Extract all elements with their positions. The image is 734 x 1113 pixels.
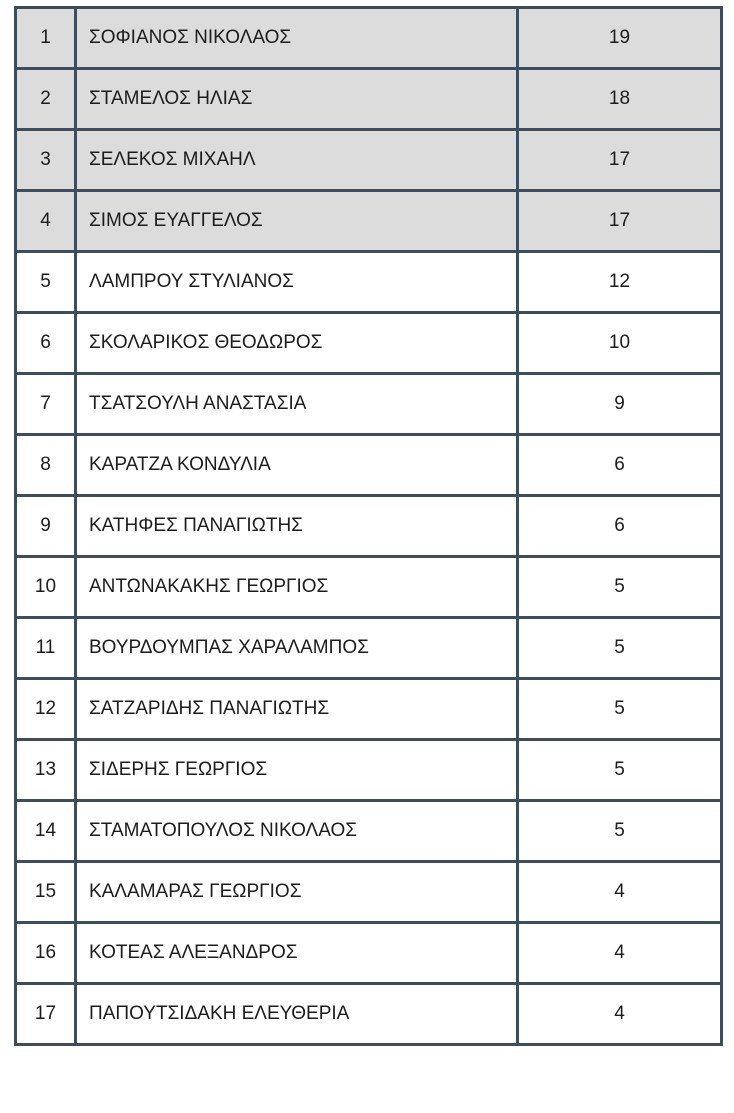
- rank-cell: 14: [16, 801, 76, 862]
- score-cell: 5: [518, 557, 722, 618]
- name-cell: ΚΑΡΑΤΖΑ ΚΟΝΔΥΛΙΑ: [76, 435, 518, 496]
- name-cell: ΚΟΤΕΑΣ ΑΛΕΞΑΝΔΡΟΣ: [76, 923, 518, 984]
- score-cell: 5: [518, 618, 722, 679]
- name-cell: ΣΑΤΖΑΡΙΔΗΣ ΠΑΝΑΓΙΩΤΗΣ: [76, 679, 518, 740]
- rank-cell: 11: [16, 618, 76, 679]
- score-cell: 18: [518, 69, 722, 130]
- score-cell: 4: [518, 923, 722, 984]
- rank-cell: 2: [16, 69, 76, 130]
- rank-cell: 4: [16, 191, 76, 252]
- name-cell: ΚΑΛΑΜΑΡΑΣ ΓΕΩΡΓΙΟΣ: [76, 862, 518, 923]
- rank-cell: 3: [16, 130, 76, 191]
- name-cell: ΣΕΛΕΚΟΣ ΜΙΧΑΗΛ: [76, 130, 518, 191]
- name-cell: ΠΑΠΟΥΤΣΙΔΑΚΗ ΕΛΕΥΘΕΡΙΑ: [76, 984, 518, 1045]
- ranking-table-body: [16, 8, 722, 1045]
- score-cell: 4: [518, 984, 722, 1045]
- table-row: [16, 252, 722, 313]
- score-cell: 10: [518, 313, 722, 374]
- rank-cell: 10: [16, 557, 76, 618]
- rank-cell: 13: [16, 740, 76, 801]
- name-cell: ΒΟΥΡΔΟΥΜΠΑΣ ΧΑΡΑΛΑΜΠΟΣ: [76, 618, 518, 679]
- rank-cell: 6: [16, 313, 76, 374]
- name-cell: ΣΙΔΕΡΗΣ ΓΕΩΡΓΙΟΣ: [76, 740, 518, 801]
- table-row: [16, 862, 722, 923]
- table-row: [16, 435, 722, 496]
- name-cell: ΣΟΦΙΑΝΟΣ ΝΙΚΟΛΑΟΣ: [76, 8, 518, 69]
- table-row: [16, 313, 722, 374]
- score-cell: 9: [518, 374, 722, 435]
- table-row: [16, 801, 722, 862]
- score-cell: 17: [518, 191, 722, 252]
- score-cell: 19: [518, 8, 722, 69]
- name-cell: ΛΑΜΠΡΟΥ ΣΤΥΛΙΑΝΟΣ: [76, 252, 518, 313]
- table-row: [16, 496, 722, 557]
- rank-cell: 1: [16, 8, 76, 69]
- rank-cell: 15: [16, 862, 76, 923]
- score-cell: 4: [518, 862, 722, 923]
- table-row: [16, 740, 722, 801]
- table-row: [16, 8, 722, 69]
- table-row: [16, 679, 722, 740]
- name-cell: ΣΙΜΟΣ ΕΥΑΓΓΕΛΟΣ: [76, 191, 518, 252]
- score-cell: 17: [518, 130, 722, 191]
- rank-cell: 12: [16, 679, 76, 740]
- score-cell: 5: [518, 801, 722, 862]
- score-cell: 6: [518, 496, 722, 557]
- name-cell: ΣΚΟΛΑΡΙΚΟΣ ΘΕΟΔΩΡΟΣ: [76, 313, 518, 374]
- score-cell: 5: [518, 679, 722, 740]
- ranking-table: [14, 6, 723, 1046]
- name-cell: ΣΤΑΜΑΤΟΠΟΥΛΟΣ ΝΙΚΟΛΑΟΣ: [76, 801, 518, 862]
- score-cell: 6: [518, 435, 722, 496]
- name-cell: ΤΣΑΤΣΟΥΛΗ ΑΝΑΣΤΑΣΙΑ: [76, 374, 518, 435]
- score-cell: 5: [518, 740, 722, 801]
- score-cell: 12: [518, 252, 722, 313]
- name-cell: ΚΑΤΗΦΕΣ ΠΑΝΑΓΙΩΤΗΣ: [76, 496, 518, 557]
- table-row: [16, 191, 722, 252]
- table-row: [16, 374, 722, 435]
- table-row: [16, 984, 722, 1045]
- rank-cell: 7: [16, 374, 76, 435]
- rank-cell: 5: [16, 252, 76, 313]
- rank-cell: 9: [16, 496, 76, 557]
- rank-cell: 17: [16, 984, 76, 1045]
- table-row: [16, 557, 722, 618]
- table-row: [16, 618, 722, 679]
- name-cell: ΑΝΤΩΝΑΚΑΚΗΣ ΓΕΩΡΓΙΟΣ: [76, 557, 518, 618]
- table-row: [16, 923, 722, 984]
- rank-cell: 16: [16, 923, 76, 984]
- ranking-table-container: [14, 6, 720, 1046]
- table-row: [16, 69, 722, 130]
- rank-cell: 8: [16, 435, 76, 496]
- name-cell: ΣΤΑΜΕΛΟΣ ΗΛΙΑΣ: [76, 69, 518, 130]
- table-row: [16, 130, 722, 191]
